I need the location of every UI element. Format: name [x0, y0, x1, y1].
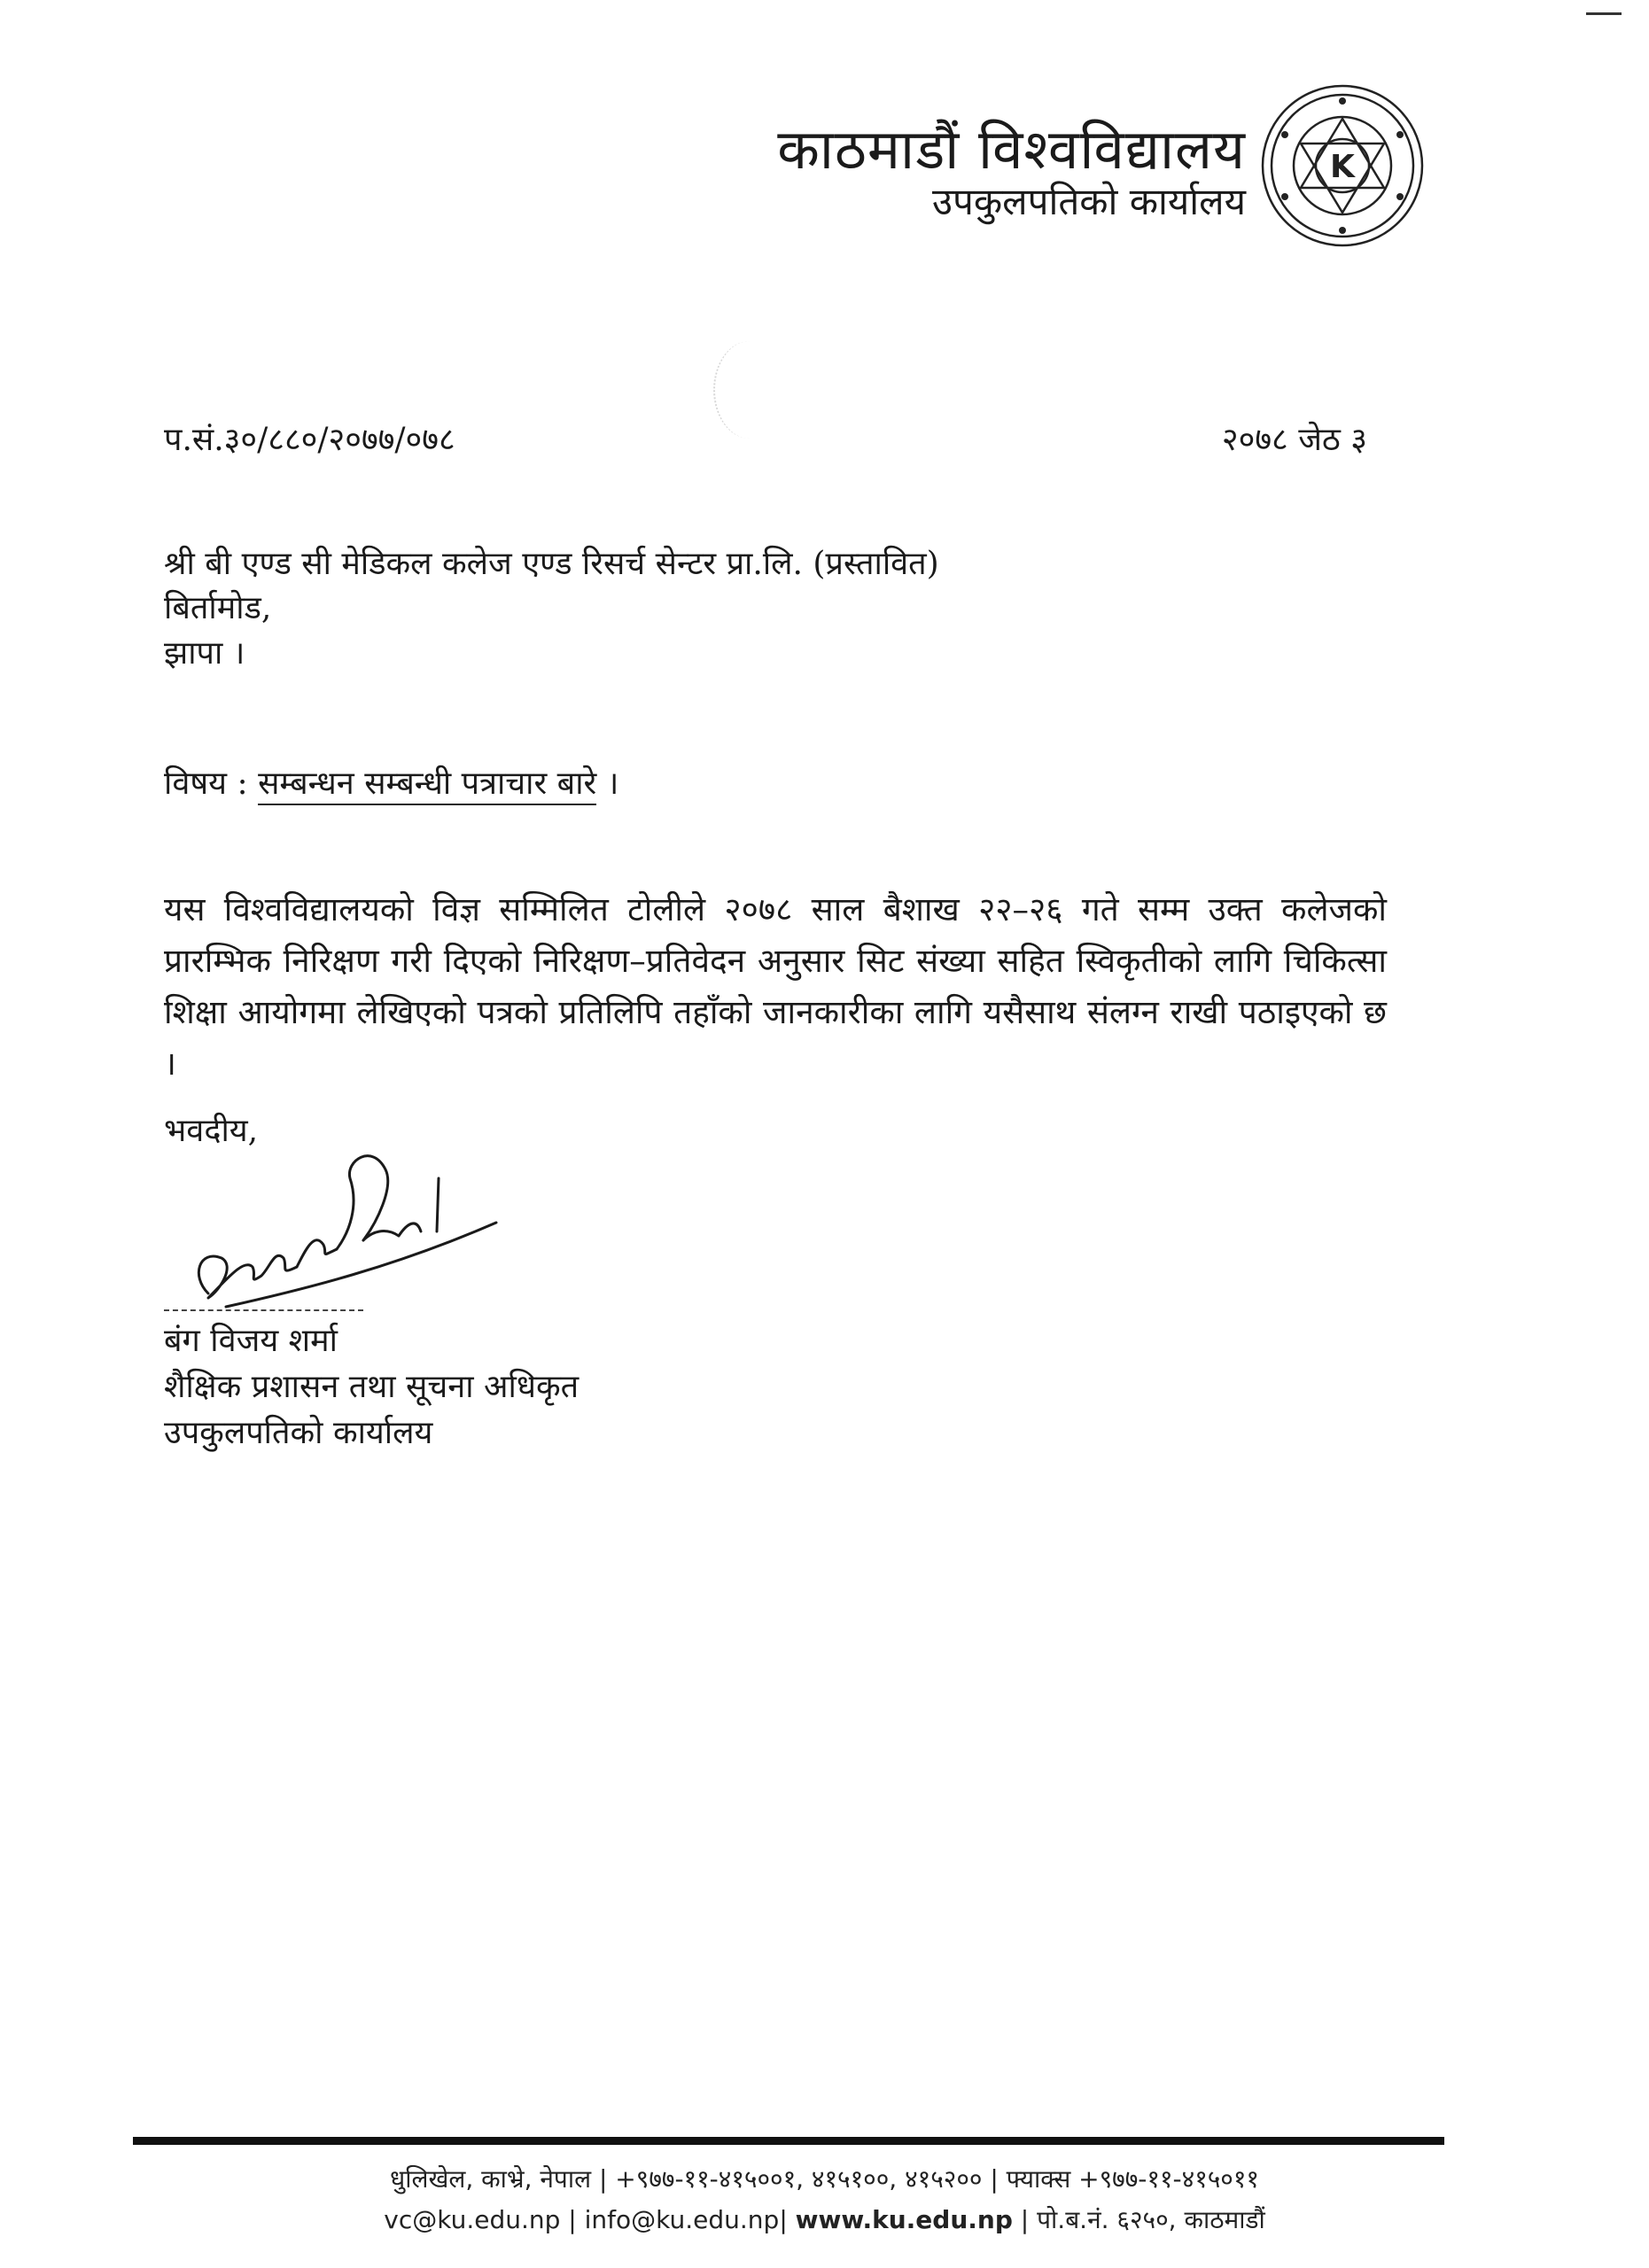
closing: भवदीय,	[164, 1113, 259, 1149]
subject-end: ।	[606, 765, 619, 802]
seal-letter: K	[1330, 149, 1355, 185]
footer-rule	[133, 2137, 1444, 2145]
signature-graphic	[173, 1125, 509, 1320]
office-name: उपकुलपतिको कार्यालय	[932, 180, 1246, 223]
subject-label: विषय :	[164, 765, 248, 802]
subject-line	[164, 762, 618, 806]
recipient-line-1: श्री बी एण्ड सी मेडिकल कलेज एण्ड रिसर्च सेन्टर प्रा.लि. (प्रस्तावित)	[164, 546, 939, 582]
footer-sep-3: |	[1020, 2205, 1038, 2234]
footer-email-vc[interactable]: vc@ku.edu.np	[384, 2205, 561, 2234]
recipient-address	[164, 542, 939, 676]
signature-underline	[164, 1309, 363, 1311]
signatory-position: शैक्षिक प्रशासन तथा सूचना अधिकृत	[164, 1369, 579, 1405]
footer-po-box: पो.ब.नं. ६२५०, काठमाडौं	[1037, 2205, 1265, 2234]
corner-mark	[1586, 12, 1622, 15]
subject-text: सम्बन्धन सम्बन्धी पत्राचार बारे	[258, 765, 596, 805]
university-name: काठमाडौं विश्वविद्यालय	[777, 117, 1246, 182]
footer-sep-2: |	[779, 2205, 796, 2234]
signatory-name: बंग विजय शर्मा	[164, 1323, 338, 1359]
signature	[173, 1125, 509, 1320]
footer-contact-line: धुलिखेल, काभ्रे, नेपाल | +९७७-११-४१५००१, ४१५१००, ४१५२०० | फ्याक्स +९७७-११-४१५०११	[390, 2164, 1259, 2194]
footer-website-link[interactable]: www.ku.edu.np	[795, 2205, 1013, 2234]
recipient-line-3: झापा ।	[164, 634, 245, 672]
body-paragraph: यस विश्वविद्यालयको विज्ञ सम्मिलित टोलीले २०७८ साल बैशाख २२–२६ गते सम्म उक्त कलेजको प्रारम्भिक निरिक्षण गरी दिएको निरिक्षण–प्रतिवेदन अनुसार सिट संख्या सहित स्विकृतीको लागि चिकित्सा शिक्षा आयोगमा लेखिएको पत्रको प्रतिलिपि तहाँको जानकारीका लागि यसैसाथ संलग्न राखी पठाइएको छ ।	[164, 890, 1387, 1083]
signatory-office: उपकुलपतिको कार्यालय	[164, 1415, 433, 1451]
footer-email-info[interactable]: info@ku.edu.np	[584, 2205, 780, 2234]
scan-smudge	[713, 341, 786, 439]
signatory-block	[164, 1318, 579, 1456]
university-seal-logo	[1258, 82, 1427, 250]
recipient-line-2: बिर्तामोड,	[164, 590, 272, 627]
footer-web-line	[0, 2202, 1649, 2236]
reference-number: प.सं.३०/८८०/२०७७/०७८	[164, 422, 455, 458]
footer-sep-1: |	[568, 2205, 585, 2234]
letter-date: २०७८ जेठ ३	[1221, 422, 1367, 458]
seal-graphic	[1258, 82, 1427, 250]
